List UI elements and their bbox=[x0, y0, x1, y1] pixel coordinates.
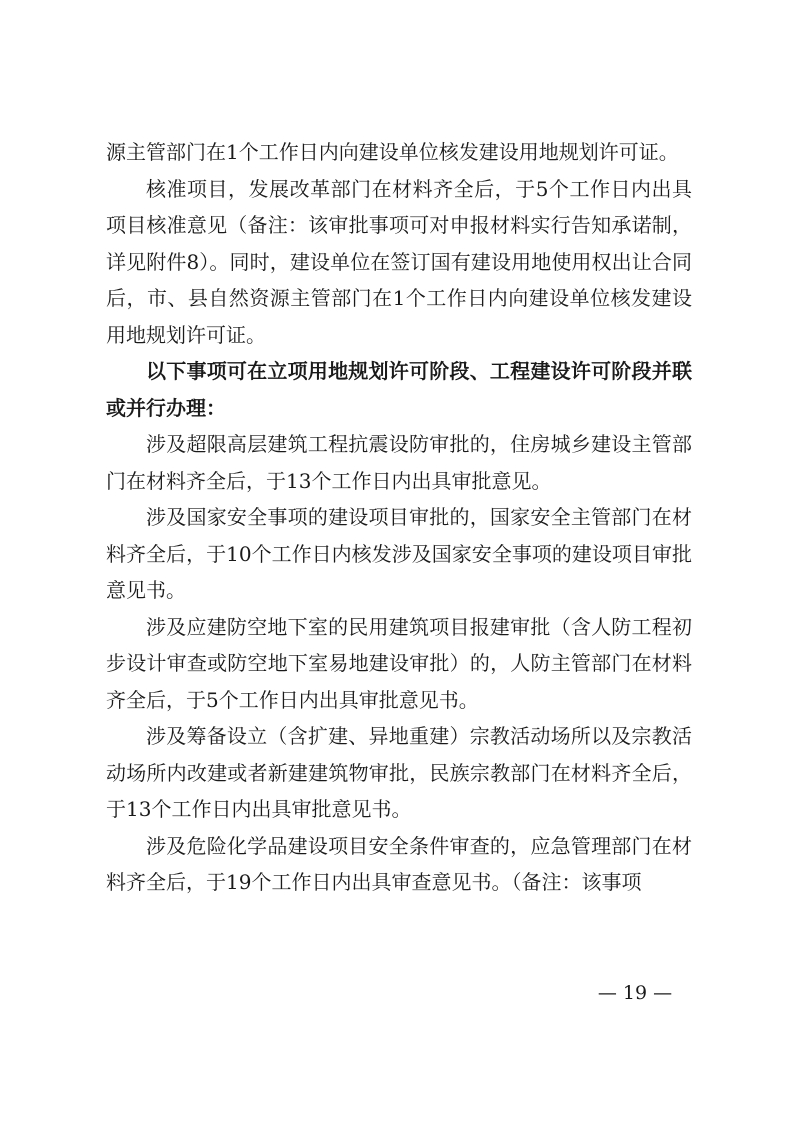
paragraph-6: 涉及应建防空地下室的民用建筑项目报建审批（含人防工程初步设计审查或防空地下室易地建设审批）的，人防主管部门在材料齐全后，于5个工作日内出具审批意见书。 bbox=[106, 614, 692, 712]
page-number: — 19 — bbox=[597, 982, 673, 1004]
paragraph-8: 涉及危险化学品建设项目安全条件审查的，应急管理部门在材料齐全后，于19个工作日内出具审查意见书。（备注：该事项 bbox=[106, 833, 692, 894]
paragraph-1: 源主管部门在1个工作日内向建设单位核发建设用地规划许可证。 bbox=[106, 140, 679, 164]
paragraph-3-heading: 以下事项可在立项用地规划许可阶段、工程建设许可阶段并联或并行办理： bbox=[106, 359, 692, 420]
paragraph-2: 核准项目，发展改革部门在材料齐全后，于5个工作日内出具项目核准意见（备注：该审批事项可对申报材料实行告知承诺制，详见附件8）。同时，建设单位在签订国有建设用地使用权出让合同后，市、县自然资源主管部门在1个工作日内向建设单位核发建设用地规划许可证。 bbox=[106, 176, 692, 347]
paragraph-7: 涉及筹备设立（含扩建、异地重建）宗教活动场所以及宗教活动场所内改建或者新建建筑物审批，民族宗教部门在材料齐全后，于13个工作日内出具审批意见书。 bbox=[106, 724, 692, 821]
document-body bbox=[106, 134, 692, 901]
paragraph-5: 涉及国家安全事项的建设项目审批的，国家安全主管部门在材料齐全后，于10个工作日内核发涉及国家安全事项的建设项目审批意见书。 bbox=[106, 505, 692, 602]
paragraph-4: 涉及超限高层建筑工程抗震设防审批的，住房城乡建设主管部门在材料齐全后，于13个工作日内出具审批意见。 bbox=[106, 432, 692, 493]
